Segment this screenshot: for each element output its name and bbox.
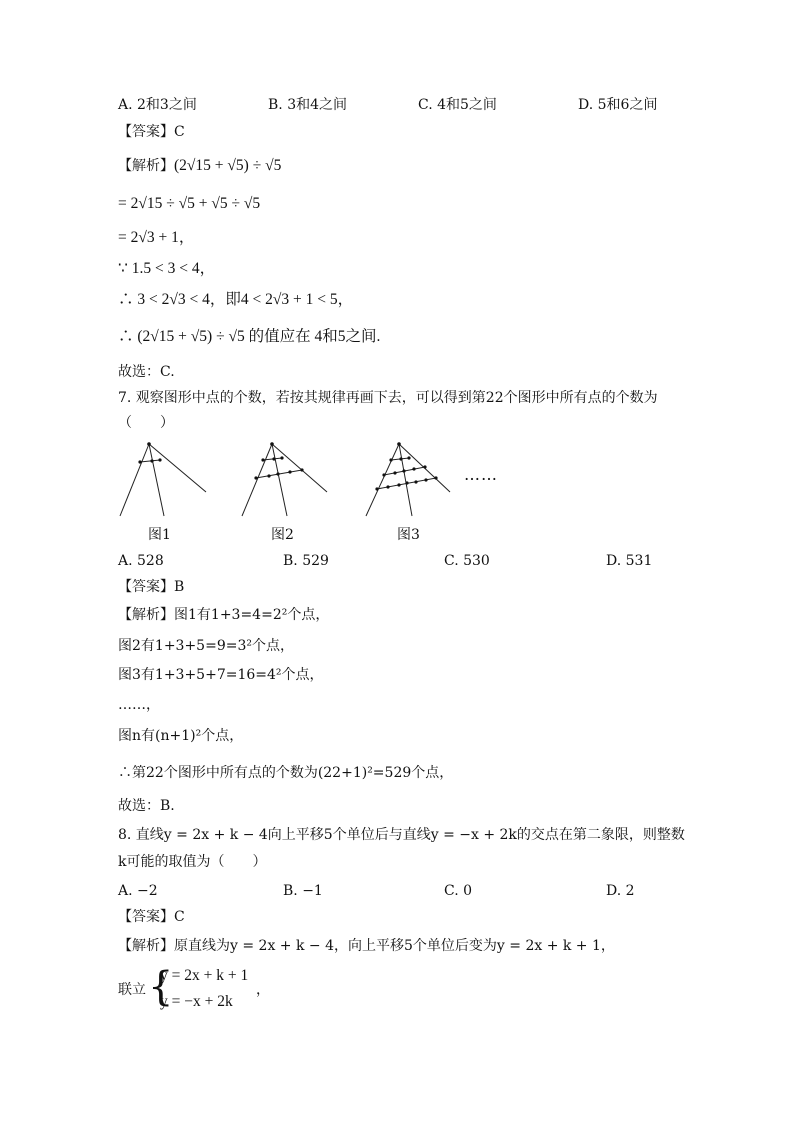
q7-option-a: A. 528 [118,553,164,569]
dot [288,470,291,473]
q8-option-d: D. 2 [606,883,635,899]
dot [158,458,161,461]
dot [389,458,392,461]
q6-analysis-line-1 [118,156,281,176]
q7-conclusion: 故选：B. [118,798,175,814]
figure-3-caption: 图3 [397,527,420,543]
dot [276,472,279,475]
figure-ellipsis: …… [464,465,498,484]
q6-option-a: A. 2和3之间 [118,97,197,113]
q7-option-c: C. 530 [444,553,490,569]
q7-paren: （ ） [118,415,174,431]
dot [382,473,385,476]
q8-option-b: B. −1 [283,883,323,899]
q7-step-3: 图3有1+3+5+7=16=4²个点， [118,667,324,683]
dot [272,457,275,460]
q6-step-5: ∴ 3 < 2√3 < 4，即4 < 2√3 + 1 < 5， [118,291,354,308]
q7-answer: 【答案】B [118,579,185,595]
q6-option-b: B. 3和4之间 [268,97,348,113]
q6-answer: 【答案】C [118,124,185,140]
figure-2 [242,444,327,516]
q8-analysis-line-1 [118,936,615,956]
q8-stem-line-2: k可能的取值为（ ） [118,854,267,870]
figure-2-caption: 图2 [271,527,294,543]
q7-figures [112,432,512,524]
dot [412,467,415,470]
dot [399,457,402,460]
q6-option-c: C. 4和5之间 [418,97,497,113]
left-brace: { [148,964,174,1010]
dot [150,459,153,462]
q7-option-b: B. 529 [283,553,329,569]
dot [407,456,410,459]
q7-step-5: 图n有(n+1)²个点， [118,728,244,744]
q8-option-c: C. 0 [444,883,473,899]
q8-answer: 【答案】C [118,909,185,925]
q6-step-1: (2√15 + √5) ÷ √5 [174,157,282,174]
q7-step-4: ……， [118,697,160,713]
q8-system-eq-1: y = 2x + k + 1 [160,967,249,984]
q6-step-3: = 2√3 + 1， [118,229,195,246]
dot [261,458,264,461]
q6-step-2: = 2√15 ÷ √5 + √5 ÷ √5 [118,195,261,212]
q8-system-eq-2: y = −x + 2k [160,993,233,1010]
q8-step-1: 原直线为y = 2x + k − 4，向上平移5个单位后变为y = 2x + k + 1， [174,938,615,954]
figure-1-caption: 图1 [148,527,171,543]
q7-step-2: 图2有1+3+5=9=3²个点， [118,638,294,654]
dot [280,456,283,459]
dot [138,460,141,463]
dot [386,485,389,488]
dot [267,474,270,477]
dot [397,483,400,486]
q7-step-1: 图1有1+3=4=2²个点， [174,607,330,623]
dot [402,469,405,472]
figure-3 [366,444,450,516]
q6-step-4: ∵ 1.5 < 3 < 4， [118,260,216,277]
dot [423,465,426,468]
q7-step-6: ∴第22个图形中所有点的个数为(22+1)²=529个点， [118,765,454,781]
q6-option-d: D. 5和6之间 [578,97,658,113]
q8-option-a: A. −2 [118,883,158,899]
q8-system-tail: ， [256,982,270,998]
dot [300,468,303,471]
dot [424,478,427,481]
dot [270,442,274,446]
dot [414,480,417,483]
dot [254,476,257,479]
figure-1 [120,444,206,516]
q7-option-d: D. 531 [606,553,653,569]
dot [393,471,396,474]
q6-conclusion: 故选：C. [118,364,175,380]
q6-analysis-label: 【解析】 [118,158,174,174]
dot [375,487,378,490]
q6-step-6: ∴ (2√15 + √5) ÷ √5 的值应在 4和5之间. [118,328,381,345]
q7-stem: 7. 观察图形中点的个数，若按其规律再画下去，可以得到第22个图形中所有点的个数为 [118,390,658,406]
q8-analysis-label: 【解析】 [118,938,174,954]
q7-analysis-label: 【解析】 [118,607,174,623]
q7-analysis-line-1 [118,605,329,625]
dot [405,481,408,484]
dot [434,476,437,479]
dot [397,442,401,446]
q8-system-label: 联立 [118,982,146,998]
q8-stem-line-1: 8. 直线y = 2x + k − 4向上平移5个单位后与直线y = −x + 2k的交点在第二象限，则整数 [118,827,685,843]
dot [147,442,151,446]
